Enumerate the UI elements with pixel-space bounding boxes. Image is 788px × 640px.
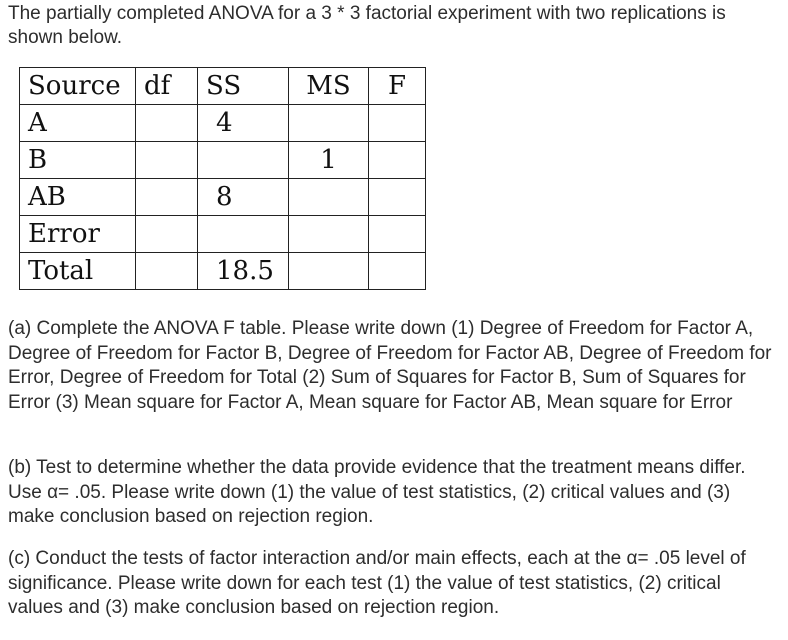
header-ss: SS [198,68,289,105]
cell-source: B [20,142,136,179]
cell-f [369,179,426,216]
cell-ms [289,105,369,142]
table-row-total [20,253,426,290]
cell-f [369,216,426,253]
cell-f [369,142,426,179]
cell-source: Error [20,216,136,253]
table-row-a [20,105,426,142]
header-source: Source [20,68,136,105]
cell-df [136,253,198,290]
question-c: (c) Conduct the tests of factor interaction and/or main effects, each at the α= .05 level of significance. Please write down for each test (1) the value of test statistics, (2) critical values and (3) make conclusion based on rejection region. [8,548,746,618]
cell-f [369,253,426,290]
cell-ss: 8 [198,179,289,216]
anova-table [19,67,426,290]
table-header-row [20,68,426,105]
header-df: df [136,68,198,105]
table-row-error [20,216,426,253]
cell-df [136,216,198,253]
cell-ss: 18.5 [198,253,289,290]
cell-f [369,105,426,142]
cell-ss [198,142,289,179]
question-b: (b) Test to determine whether the data provide evidence that the treatment means differ. Use α= .05. Please write down (1) the value of test statistics, (2) critical values and (3) make conclusion based on rejection region. [8,457,746,527]
cell-ms [289,253,369,290]
cell-df [136,142,198,179]
table-row-ab [20,179,426,216]
cell-source: A [20,105,136,142]
cell-ms [289,179,369,216]
cell-df [136,179,198,216]
cell-source: Total [20,253,136,290]
cell-source: AB [20,179,136,216]
cell-ms: 1 [289,142,369,179]
cell-ss: 4 [198,105,289,142]
header-f: F [369,68,426,105]
header-ms: MS [289,68,369,105]
cell-ss [198,216,289,253]
intro-text: The partially completed ANOVA for a 3 * 3 factorial experiment with two replications is shown below. [8,3,726,48]
question-a: (a) Complete the ANOVA F table. Please write down (1) Degree of Freedom for Factor A, Degree of Freedom for Factor B, Degree of Freedom for Factor AB, Degree of Freedom for Error, Degree of Freedom for Total (2) Sum of Squares for Factor B, Sum of Squares for Error (3) Mean square for Factor A, Mean square for Factor AB, Mean square for Error [8,318,772,413]
table-row-b [20,142,426,179]
cell-df [136,105,198,142]
cell-ms [289,216,369,253]
